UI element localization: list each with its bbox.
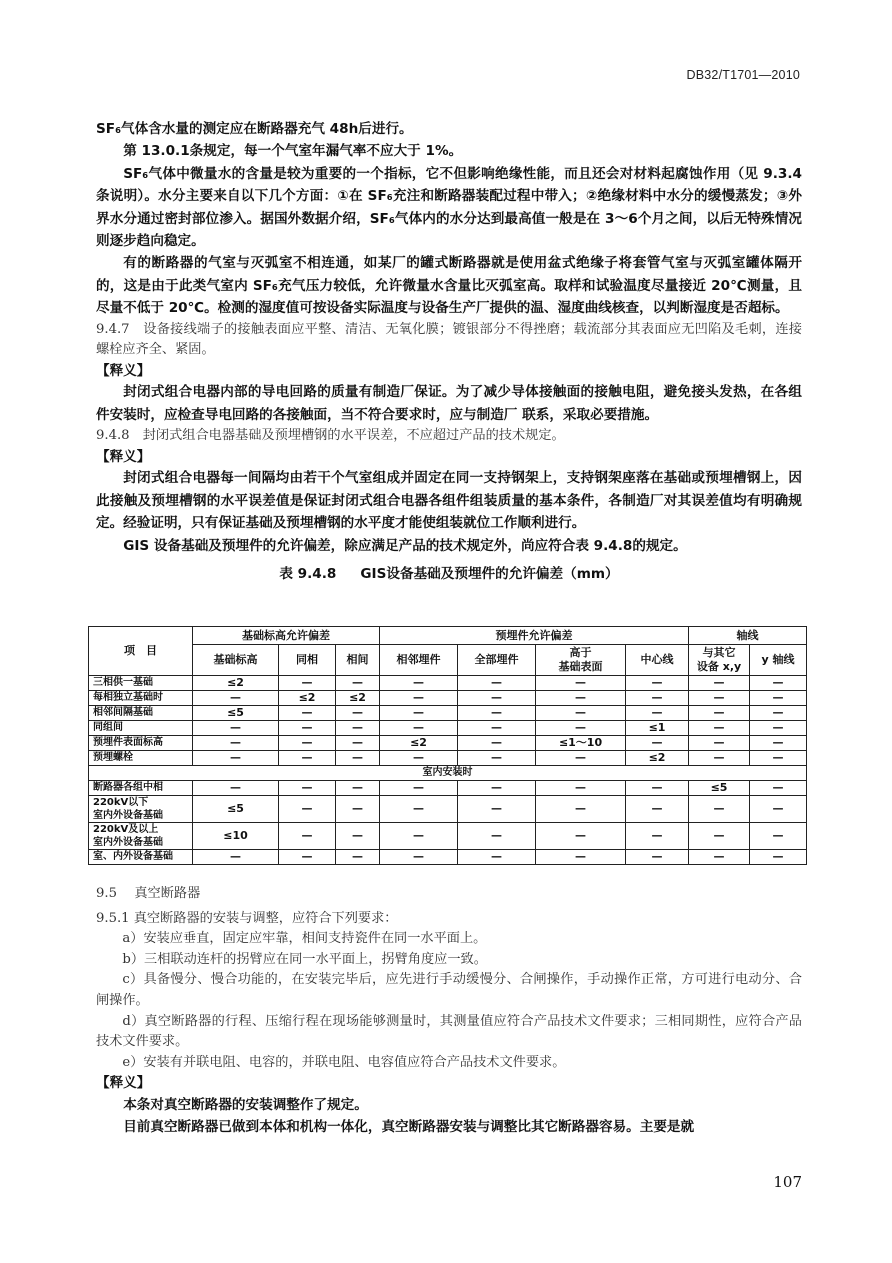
interpretation-heading: 【释义】 [96,362,151,379]
paragraph-vacuum-integration: 目前真空断路器已做到本体和机构一体化，真空断路器安装与调整比其它断路器容易。主要是就 [123,1119,695,1136]
paragraph-gis-tolerance: GIS 设备基础及预埋件的允许偏差，除应满足产品的技术规定外，尚应符合表 9.4.8的规定。 [123,537,687,554]
table-cell: — [689,796,750,823]
table-cell: — [536,751,626,766]
upper-text [96,118,802,591]
table-cell: — [193,736,279,751]
table-cell: — [536,691,626,706]
clause-9-4-7: 9.4.7 设备接线端子的接触表面应平整、清洁、无氧化膜；镀银部分不得挫磨；载流部分其表面应无凹陷及毛刺，连接螺栓应齐全、紧固。 [96,321,802,358]
table-cell: — [279,751,336,766]
table-cell: — [458,781,536,796]
table-cell: — [536,781,626,796]
paragraph-vacuum-scope: 本条对真空断路器的安装调整作了规定。 [123,1096,368,1113]
table-caption [96,563,802,585]
table-cell: — [750,736,807,751]
subheader-other-equipment: 与其它 设备 x,y [689,645,750,676]
table-cell: — [750,706,807,721]
table-cell: ≤2 [193,676,279,691]
section-indoor-installation: 室内安装时 [89,766,807,781]
table-cell: — [536,796,626,823]
row-label: 断路器各组中相 [89,781,193,796]
paragraph-gas-chamber: 有的断路器的气室与灭弧室不相连通，如某厂的罐式断路器就是使用盆式绝缘子将套管气室与灭弧室罐体隔开的，这是由于此类气室内 SF₆充气压力较低，允许微量水含量比灭弧室高。取样和试验温度尽量接近 20℃测量，且尽量不低于 20℃。检测的湿度值可按设备实际温度与设备生产厂提供的温、湿度曲线核查，以判断湿度是否超标。 [96,255,802,317]
table-cell: — [279,721,336,736]
table-cell: — [750,850,807,865]
table-row [89,751,807,766]
table-cell: — [750,781,807,796]
table-cell: — [279,823,336,850]
interpretation-heading: 【释义】 [96,1075,151,1092]
table-cell: — [380,691,458,706]
table-cell: — [750,676,807,691]
table-header-row [89,627,807,645]
table-cell: — [536,823,626,850]
subheader-between-phases: 相间 [336,645,380,676]
table-cell: — [626,676,689,691]
clause-9-4-8: 9.4.8 封闭式组合电器基础及预埋槽钢的水平误差，不应超过产品的技术规定。 [96,428,565,444]
table-cell: — [689,751,750,766]
row-label: 三相供一基础 [89,676,193,691]
table-cell: — [458,676,536,691]
table-row [89,676,807,691]
subheader-adjacent-parts: 相邻埋件 [380,645,458,676]
table-cell: — [193,781,279,796]
requirement-b: b）三相联动连杆的拐臂应在同一水平面上，拐臂角度应一致。 [122,951,487,967]
tolerance-table [88,626,807,865]
table-cell: — [336,676,380,691]
table-cell: — [626,796,689,823]
table-cell: — [458,850,536,865]
table-row [89,781,807,796]
table-subheader-row [89,645,807,676]
table-cell: — [536,721,626,736]
table-cell: — [458,751,536,766]
table-cell: — [750,691,807,706]
table-row [89,823,807,850]
paragraph-moisture-sources: SF₆气体中微量水的含量是较为重要的一个指标，它不但影响绝缘性能，而且还会对材料起腐蚀作用（见 9.3.4条说明）。水分主要来自以下几个方面：①在 SF₆充注和断路器装配过程中带入；②绝缘材料中水分的缓慢蒸发；③外界水分通过密封部位渗入。据国外数据介绍，SF₆气体内的水分达到最高值一般是在 3～6个月之间，以后无特殊情况则逐步趋向稳定。 [96,165,802,250]
table-cell: — [626,691,689,706]
table-cell: — [626,823,689,850]
table-cell: — [279,796,336,823]
table-cell: ≤2 [279,691,336,706]
table-cell: — [380,796,458,823]
table-cell: — [458,706,536,721]
table-cell: — [626,736,689,751]
table-cell: ≤5 [193,706,279,721]
table-row [89,796,807,823]
table-cell: — [279,736,336,751]
table-cell: — [536,850,626,865]
table-section-row [89,766,807,781]
table-row [89,736,807,751]
row-label: 同组间 [89,721,193,736]
table-cell: ≤2 [626,751,689,766]
paragraph-sf6-measurement: SF₆气体含水量的测定应在断路器充气 48h后进行。 [96,121,413,137]
header-foundation-elevation: 基础标高允许偏差 [193,627,380,645]
requirement-a: a）安装应垂直，固定应牢靠，相间支持瓷件在同一水平面上。 [122,931,487,947]
table-cell: — [750,751,807,766]
table-cell: — [458,721,536,736]
row-label: 预埋件表面标高 [89,736,193,751]
table-cell: ≤10 [193,823,279,850]
table-cell: — [536,676,626,691]
table-cell: — [458,691,536,706]
table-cell: — [380,706,458,721]
table-cell: — [626,706,689,721]
table-cell: — [689,691,750,706]
item-header: 项 目 [89,627,193,676]
table-cell: — [689,736,750,751]
table-cell: — [279,781,336,796]
table-body-primary [89,676,807,766]
requirement-c: c）具备慢分、慢合功能的，在安装完毕后，应先进行手动缓慢分、合闸操作，手动操作正常，方可进行电动分、合闸操作。 [96,972,802,1008]
table-cell: — [336,751,380,766]
row-label: 相邻间隔基础 [89,706,193,721]
subheader-all-parts: 全部埋件 [458,645,536,676]
table-cell: — [193,721,279,736]
table-row [89,721,807,736]
row-label: 室、内外设备基础 [89,850,193,865]
table-cell: — [626,781,689,796]
subheader-centerline: 中心线 [626,645,689,676]
table-cell: — [279,850,336,865]
paragraph-conductive-circuit: 封闭式组合电器内部的导电回路的质量有制造厂保证。为了减少导体接触面的接触电阻，避免接头发热，在各组件安装时，应检查导电回路的各接触面，当不符合要求时，应与制造厂 联系，采取必要措施。 [96,384,802,423]
subheader-elevation: 基础标高 [193,645,279,676]
table-cell: — [536,706,626,721]
table-body-indoor [89,781,807,865]
row-label: 220kV以下 室内外设备基础 [89,796,193,823]
paragraph-leak-rate: 第 13.0.1条规定，每一个气室年漏气率不应大于 1%。 [123,143,463,160]
row-label: 每相独立基础时 [89,691,193,706]
subheader-above-surface: 高于 基础表面 [536,645,626,676]
table-cell: — [380,721,458,736]
table-cell: — [689,823,750,850]
table-row [89,706,807,721]
table-cell: — [336,721,380,736]
table-cell: — [193,691,279,706]
table-cell: — [336,736,380,751]
table-cell: — [689,676,750,691]
table-number: 表 9.4.8 [279,566,337,583]
subheader-same-phase: 同相 [279,645,336,676]
table-cell: — [750,721,807,736]
requirement-d: d）真空断路器的行程、压缩行程在现场能够测量时，其测量值应符合产品技术文件要求；三相同期性，应符合产品技术文件要求。 [96,1013,802,1050]
table-cell: — [458,823,536,850]
table-cell: — [689,706,750,721]
table-cell: — [458,796,536,823]
clause-9-5-1: 9.5.1 真空断路器的安装与调整，应符合下列要求： [96,910,398,926]
table-cell: — [750,823,807,850]
table-cell: — [380,751,458,766]
table-cell: — [458,736,536,751]
row-label: 预埋螺栓 [89,751,193,766]
table-cell: — [689,721,750,736]
table-cell: — [380,676,458,691]
table-cell: — [336,823,380,850]
table-cell: ≤1～10 [536,736,626,751]
table-row [89,850,807,865]
subheader-y-axis: y 轴线 [750,645,807,676]
table-cell: — [626,850,689,865]
row-label: 220kV及以上 室内外设备基础 [89,823,193,850]
table-cell: — [689,850,750,865]
lower-text [96,884,802,1139]
interpretation-heading: 【释义】 [96,448,151,465]
table-cell: — [750,796,807,823]
table-cell: ≤2 [380,736,458,751]
table-cell: — [380,850,458,865]
table-cell: — [279,706,336,721]
standard-code: DB32/T1701—2010 [686,68,800,82]
table-cell: — [336,706,380,721]
header-axis: 轴线 [689,627,807,645]
table-cell: — [279,676,336,691]
table-cell: ≤2 [336,691,380,706]
table-cell: ≤5 [689,781,750,796]
table-cell: — [336,796,380,823]
paragraph-foundation-level: 封闭式组合电器每一间隔均由若干个气室组成并固定在同一支持钢架上，支持钢架座落在基础或预埋槽钢上，因此接触及预埋槽钢的水平误差值是保证封闭式组合电器各组件组装质量的基本条件，各制造厂对其误差值均有明确规定。经验证明，只有保证基础及预埋槽钢的水平度才能使组装就位工作顺利进行。 [96,470,802,532]
table-cell: — [336,850,380,865]
table-title: GIS设备基础及预埋件的允许偏差（mm） [360,566,619,583]
table-cell: ≤5 [193,796,279,823]
table-cell: — [380,781,458,796]
section-9-5: 9.5 真空断路器 [96,886,201,901]
table-row [89,691,807,706]
table-cell: — [380,823,458,850]
table-cell: ≤1 [626,721,689,736]
table-cell: — [193,850,279,865]
table-cell: — [336,781,380,796]
page-number: 107 [773,1173,802,1191]
table-cell: — [193,751,279,766]
requirement-e: e）安装有并联电阻、电容的，并联电阻、电容值应符合产品技术文件要求。 [122,1054,566,1070]
header-embedded-parts: 预埋件允许偏差 [380,627,689,645]
